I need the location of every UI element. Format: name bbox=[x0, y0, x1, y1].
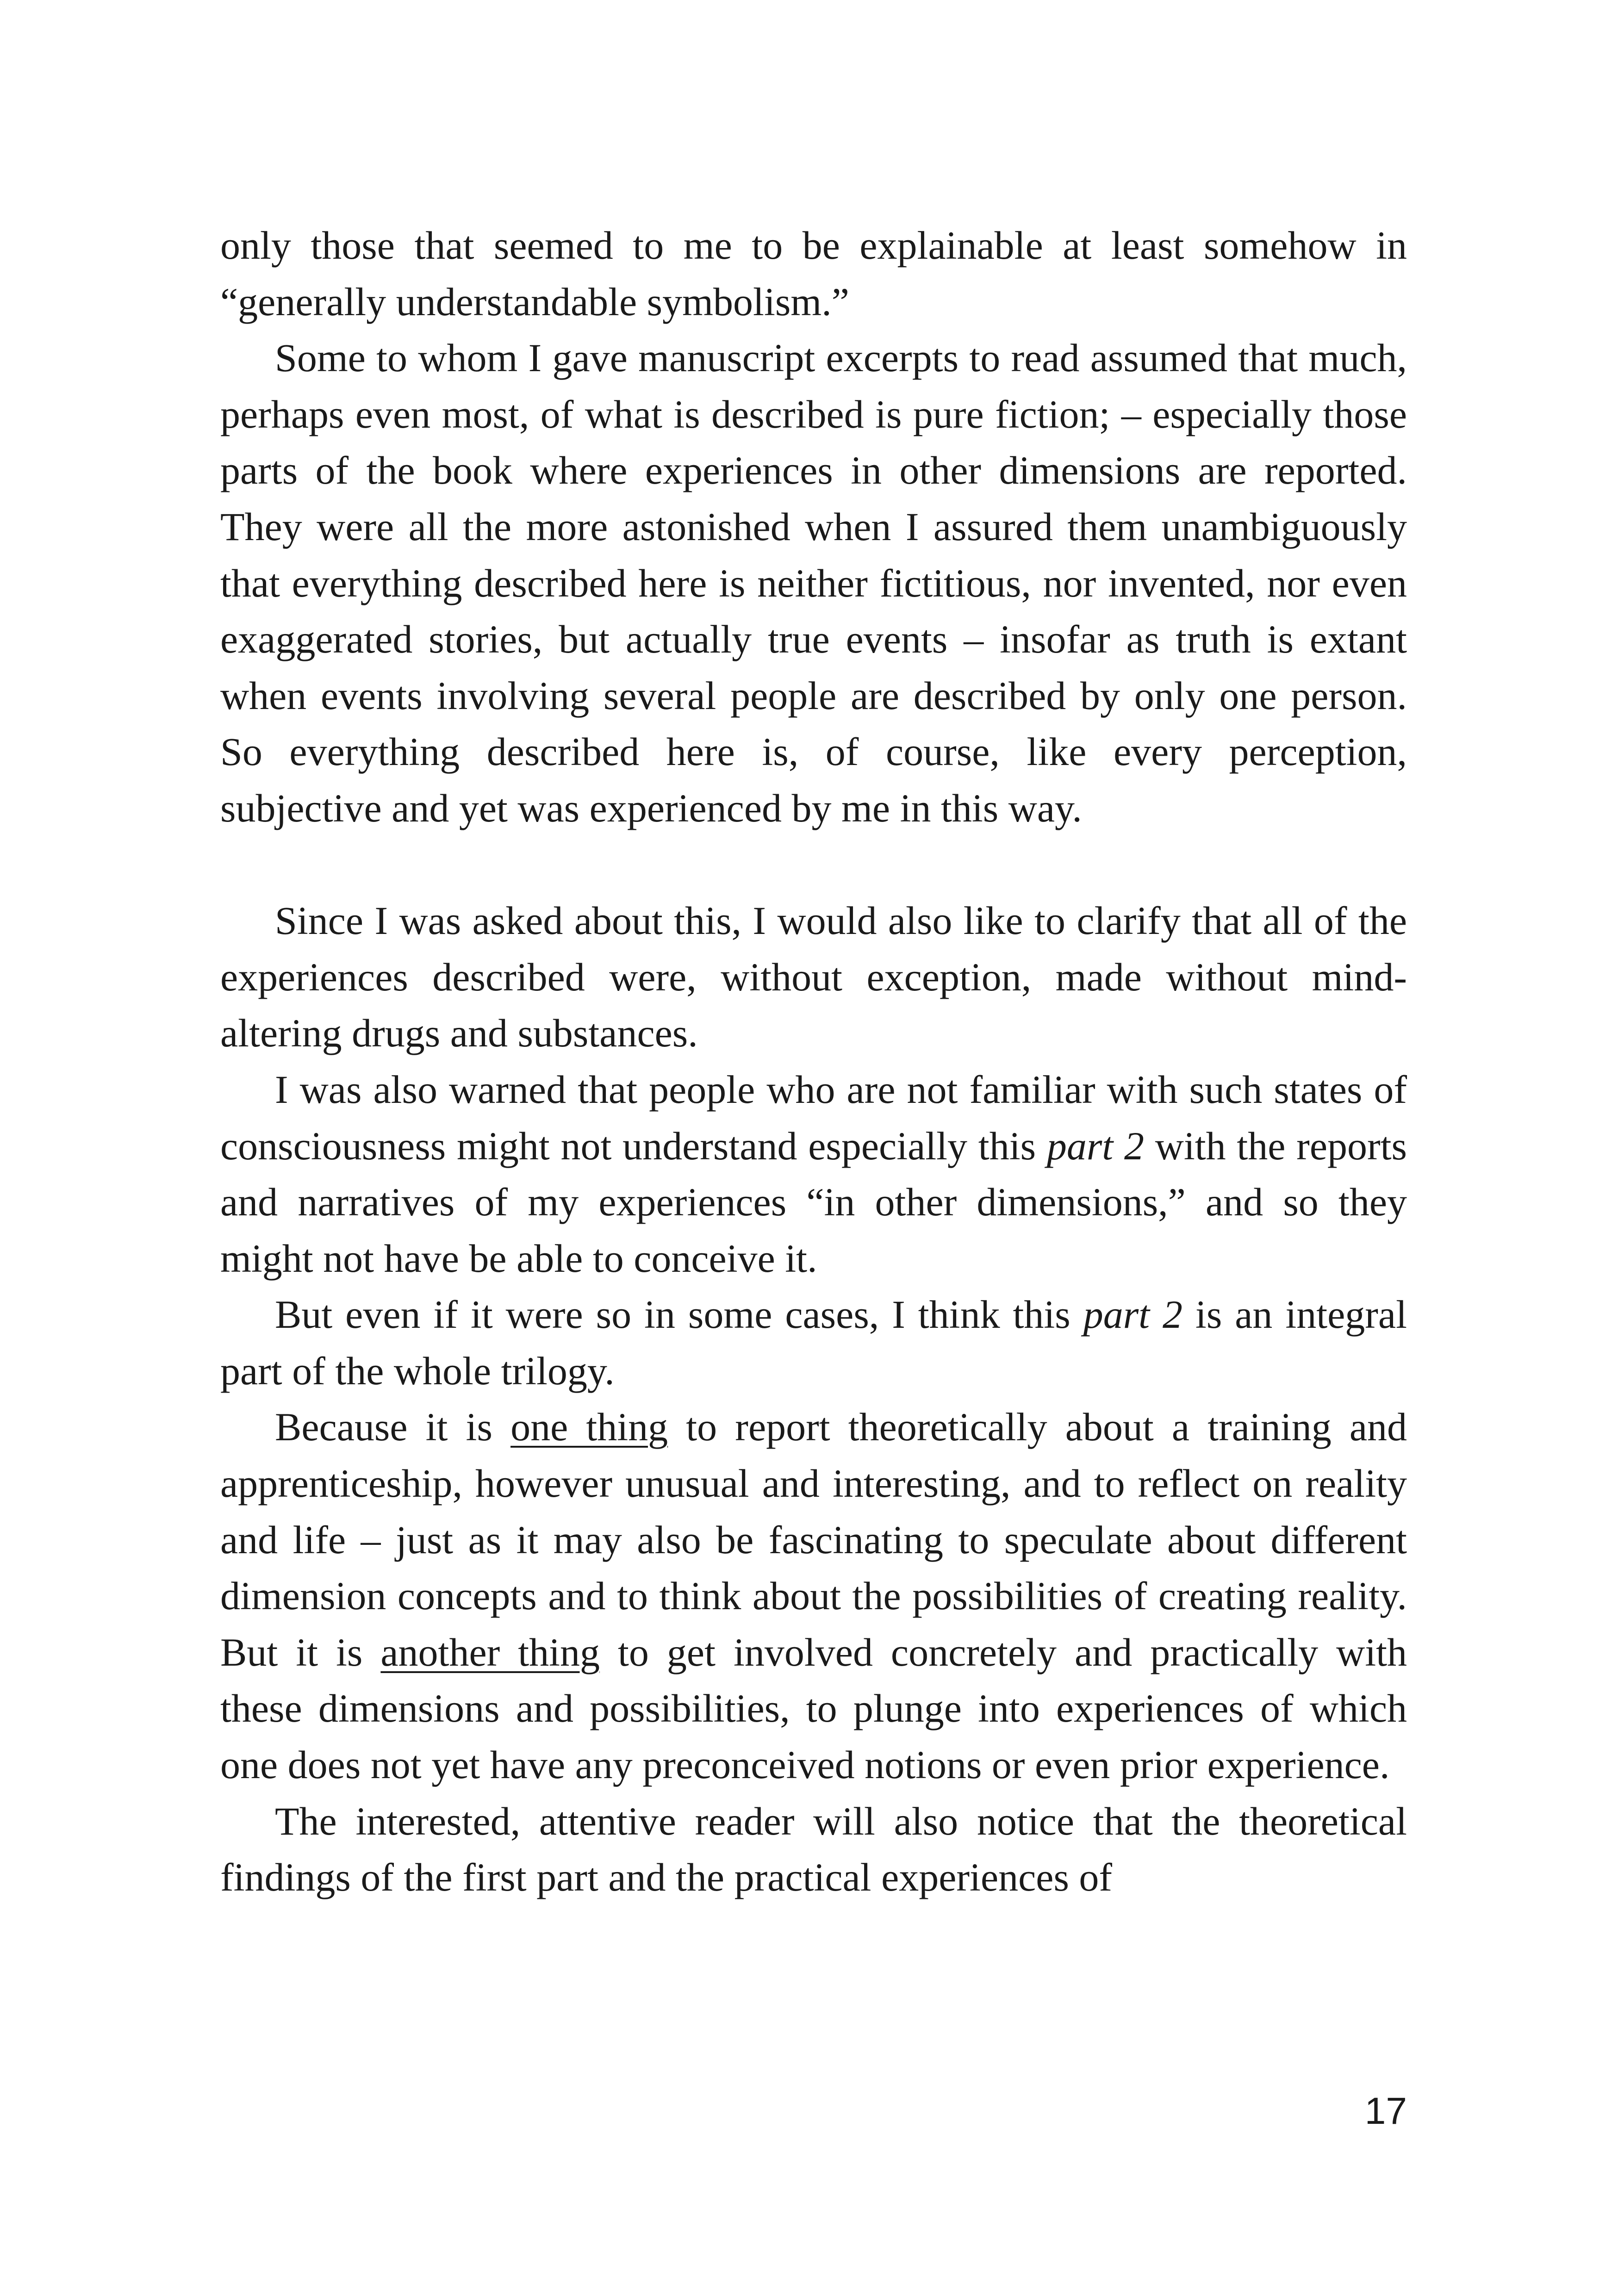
italic-text: part 2 bbox=[1083, 1292, 1182, 1337]
paragraph bbox=[220, 1793, 1407, 1906]
text-run: But even if it were so in some cases, I think this bbox=[275, 1292, 1083, 1337]
text-run: Because it is bbox=[275, 1405, 511, 1450]
paragraph bbox=[220, 1287, 1407, 1399]
text-run: Since I was asked about this, I would also like to clarify that all of the experiences described were, without exception, made without mind-altering drugs and substances. bbox=[220, 898, 1407, 1056]
text-run: I was also warned that people who are not familiar with such states of consciousness might not understand especially this bbox=[220, 1067, 1407, 1168]
text-run: to report theoretically about a training and apprenticeship, however unusual and interesting, and to reflect on reality and life – just as it may also be fascinating to speculate about different dimension concepts and to think about the possibilities of creating reality. But it is bbox=[220, 1405, 1407, 1674]
page-number: 17 bbox=[1364, 2090, 1407, 2132]
text-run: The interested, attentive reader will also notice that the theoretical findings of the first part and the practical experiences of bbox=[220, 1798, 1407, 1900]
paragraph bbox=[220, 1399, 1407, 1793]
text-run: to get involved concretely and practically with these dimensions and possibilities, to plunge into experiences of which one does not yet have any preconceived notions or even prior experience. bbox=[220, 1630, 1407, 1787]
text-run: only those that seemed to me to be explainable at least somehow in “generally understandable symbolism.” bbox=[220, 223, 1407, 324]
text-run: is an integral part of the whole trilogy. bbox=[220, 1292, 1407, 1393]
italic-text: part 2 bbox=[1046, 1123, 1144, 1168]
paragraph bbox=[220, 330, 1407, 836]
paragraph bbox=[220, 1062, 1407, 1287]
underlined-text: another thing bbox=[380, 1630, 600, 1674]
underlined-text: one thing bbox=[510, 1405, 668, 1450]
body-text bbox=[220, 218, 1407, 1906]
paragraph bbox=[220, 893, 1407, 1062]
paragraph bbox=[220, 218, 1407, 330]
text-run: with the reports and narratives of my experiences “in other dimensions,” and so they might not have be able to conceive it. bbox=[220, 1123, 1407, 1281]
text-run: Some to whom I gave manuscript excerpts to read assumed that much, perhaps even most, of what is described is pure fiction; – especially those parts of the book where experiences in other dimensions are reported. They were all the more astonished when I assured them unambiguously that everything described here is neither fictitious, nor invented, nor even exaggerated stories, but actually true events – insofar as truth is extant when events involving several people are described by only one person. So everything described here is, of course, like every perception, subjective and yet was experienced by me in this way. bbox=[220, 336, 1407, 830]
